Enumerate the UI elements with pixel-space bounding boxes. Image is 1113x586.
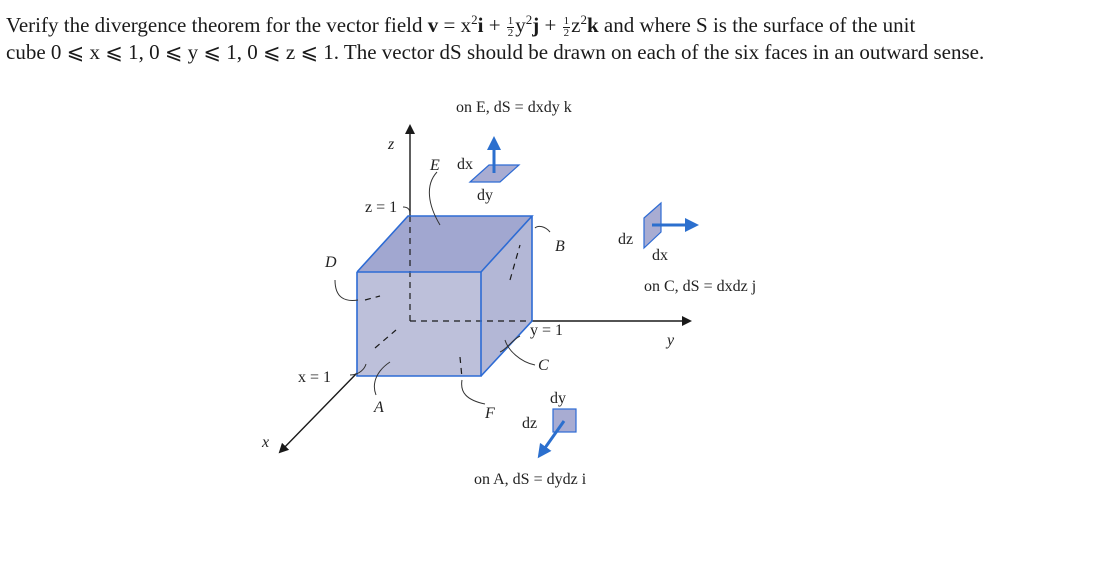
face-A-front xyxy=(357,272,481,376)
label-D: D xyxy=(325,254,337,271)
label-y-eq: y = 1 xyxy=(530,322,564,339)
patch-front xyxy=(553,409,576,432)
label-dz-side: dz xyxy=(618,231,634,248)
leader-B xyxy=(535,226,550,232)
fraction-numerator: 1 xyxy=(563,14,570,27)
label-dx-side: dx xyxy=(652,247,668,264)
label-E: E xyxy=(430,157,440,174)
label-C: C xyxy=(538,357,549,374)
axis-label-z: z xyxy=(388,136,395,153)
label-x-eq: x = 1 xyxy=(298,369,332,386)
fraction-denominator: 2 xyxy=(563,26,570,39)
label-F: F xyxy=(485,405,495,422)
axis-label-x: x xyxy=(262,434,270,451)
axis-label-y: y xyxy=(667,332,675,349)
unit-j: j xyxy=(532,13,540,37)
exponent: 2 xyxy=(471,12,478,27)
fraction-numerator: 1 xyxy=(507,14,514,27)
problem-text: Verify the divergence theorem for the vector field xyxy=(6,13,428,37)
caption-top: on E, dS = dxdy k xyxy=(456,99,572,116)
problem-text: and where S is the surface of the unit xyxy=(598,13,916,37)
leader-F xyxy=(462,380,485,404)
equation-part: = x xyxy=(438,13,472,37)
unit-i: i xyxy=(477,13,484,37)
var-y: y xyxy=(515,13,526,37)
var-z: z xyxy=(571,13,581,37)
label-dz-front: dz xyxy=(522,415,538,432)
caption-right: on C, dS = dxdz j xyxy=(644,278,757,295)
problem-line-2: cube 0 ⩽ x ⩽ 1, 0 ⩽ y ⩽ 1, 0 ⩽ z ⩽ 1. The vector dS should be drawn on each of the six faces in an outward sense. xyxy=(6,40,985,64)
caption-bottom: on A, dS = dydz i xyxy=(474,471,587,488)
label-A: A xyxy=(374,399,384,416)
label-dy-front: dy xyxy=(550,390,566,407)
exponent: 2 xyxy=(525,12,533,27)
plus-sign: + xyxy=(483,13,506,37)
unit-k: k xyxy=(586,13,599,37)
label-dx-top: dx xyxy=(457,156,473,173)
exponent: 2 xyxy=(580,12,587,27)
leader-D xyxy=(335,280,358,300)
label-dy-top: dy xyxy=(477,187,493,204)
fraction-denominator: 2 xyxy=(507,26,514,39)
label-z-eq: z = 1 xyxy=(365,199,398,216)
leader-z1 xyxy=(403,207,410,214)
label-B: B xyxy=(555,238,565,255)
vector-v: v xyxy=(427,13,439,37)
normal-arrow-front xyxy=(540,421,564,455)
plus-sign: + xyxy=(539,13,562,37)
